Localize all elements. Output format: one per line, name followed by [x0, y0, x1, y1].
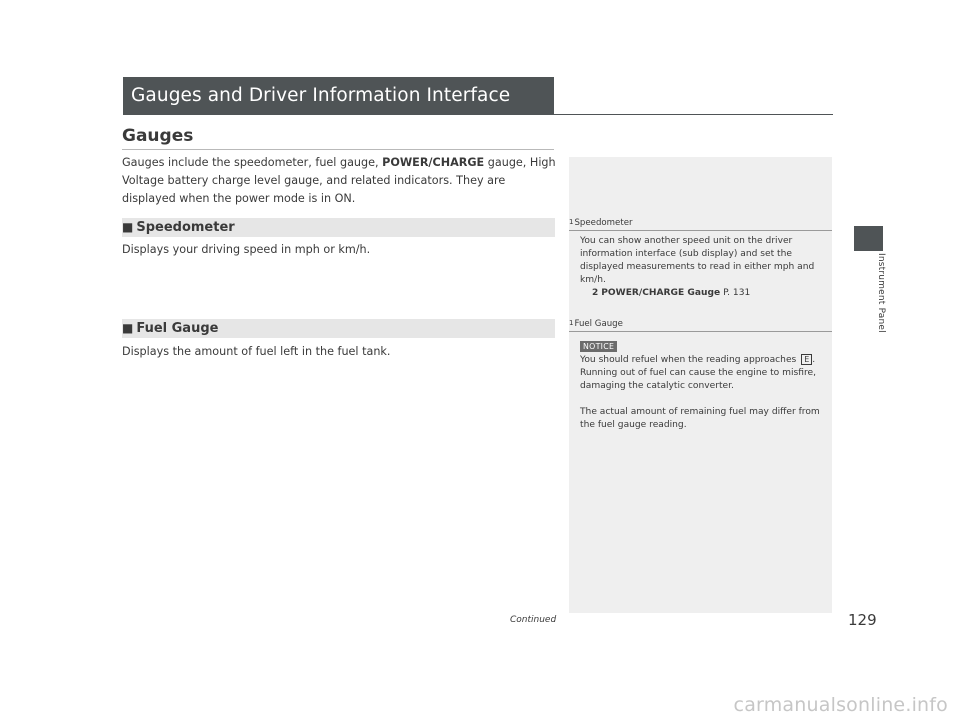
cross-reference-page: P. 131: [723, 288, 751, 298]
fuel-accuracy-text: The actual amount of remaining fuel may differ from the fuel gauge reading.: [580, 407, 820, 430]
refuel-text-end: .: [812, 355, 816, 365]
speedometer-description: Displays your driving speed in mph or km/h.: [122, 243, 371, 256]
subsection-title: Fuel Gauge: [136, 321, 219, 336]
square-bullet-icon: ■: [122, 220, 134, 234]
paragraph-gap: [580, 393, 828, 406]
refuel-line: [580, 354, 828, 367]
page-number: 129: [848, 611, 877, 629]
note-title: Fuel Gauge: [574, 319, 623, 329]
chapter-tab-marker: [854, 226, 883, 251]
note-ref-icon: 1: [569, 319, 574, 327]
notice-badge: NOTICE: [580, 341, 617, 352]
empty-mark-icon: E: [801, 354, 812, 365]
note-ref-icon: 1: [569, 218, 574, 226]
page-title: Gauges: [122, 126, 194, 146]
section-title-banner: Gauges and Driver Information Interface: [123, 77, 554, 115]
cross-reference-icon: 2: [592, 288, 599, 298]
note-body-speedometer: [580, 235, 828, 300]
cross-reference-link[interactable]: [580, 287, 828, 300]
continued-label: Continued: [510, 615, 557, 625]
misfire-warning-text: Running out of fuel can cause the engine to misfire, damaging the catalytic converter.: [580, 368, 816, 391]
watermark: carmanualsonline.info: [733, 694, 948, 716]
intro-suffix: gauge, High Voltage battery charge level gauge, and related indicators. They are displayed when the power mode is in ON.: [122, 156, 556, 205]
note-heading-speedometer: [569, 218, 832, 231]
note-title: Speedometer: [574, 218, 633, 228]
subsection-heading-speedometer: [122, 218, 555, 237]
fuel-gauge-description: Displays the amount of fuel left in the fuel tank.: [122, 345, 391, 358]
subsection-title: Speedometer: [136, 220, 235, 235]
note-body-fuel-gauge: [580, 354, 828, 432]
chapter-tab-label: Instrument Panel: [876, 253, 886, 333]
cross-reference-label: POWER/CHARGE Gauge: [601, 288, 721, 298]
intro-prefix: Gauges include the speedometer, fuel gauge,: [122, 156, 379, 169]
subsection-heading-fuel-gauge: [122, 319, 555, 338]
intro-paragraph: [122, 154, 557, 207]
intro-bold-term: POWER/CHARGE: [382, 156, 485, 169]
banner-rule: [554, 114, 833, 115]
note-text: You can show another speed unit on the driver information interface (sub display) and set the displayed measurements to read in either mph and km/h.: [580, 236, 815, 285]
note-heading-fuel-gauge: [569, 319, 832, 332]
refuel-text: You should refuel when the reading approaches: [580, 355, 797, 365]
title-divider: [122, 149, 554, 150]
square-bullet-icon: ■: [122, 321, 134, 335]
